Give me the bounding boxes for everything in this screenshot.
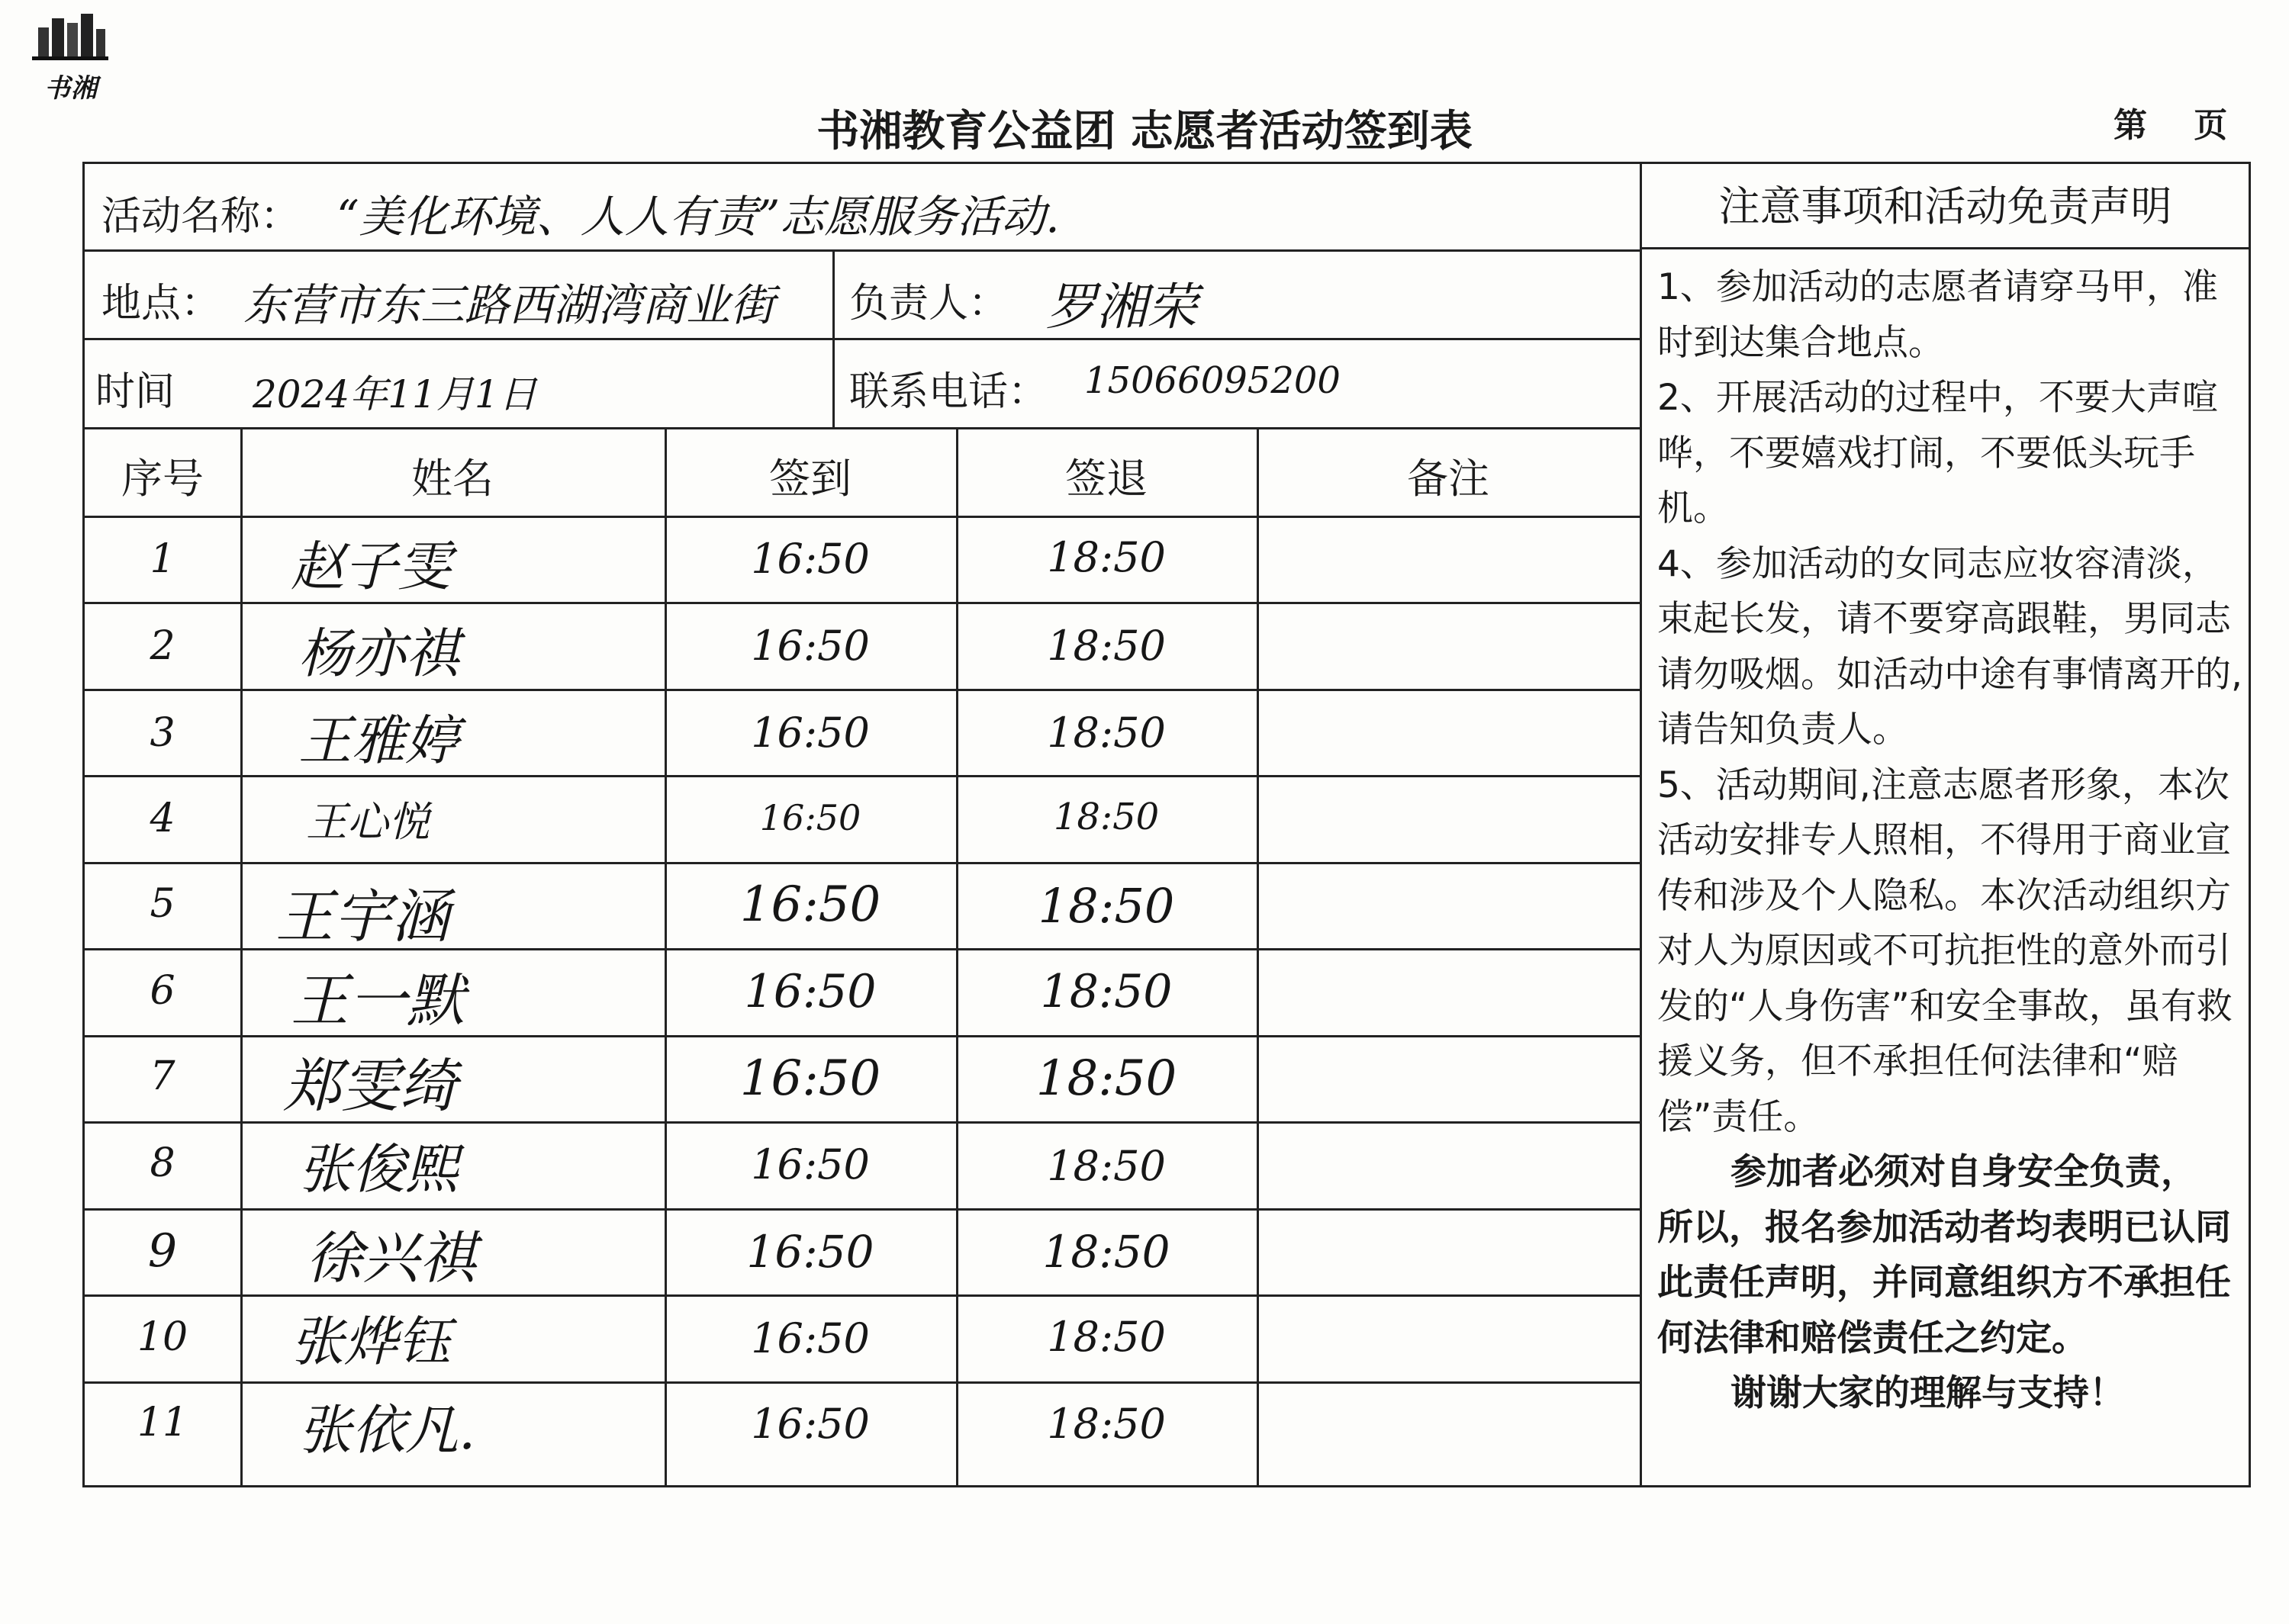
time-label: 时间 [95, 369, 175, 415]
column-header-name: 姓名 [411, 455, 494, 503]
manager-label: 负责人： [849, 281, 1009, 326]
notice-thanks: 谢谢大家的理解与支持！ [1730, 1372, 2125, 1414]
time-value: 2024年11月1日 [253, 372, 537, 416]
table-row-sign-in: 16:50 [751, 1140, 870, 1188]
building-icon [32, 14, 108, 61]
table-row-number: 6 [150, 968, 175, 1014]
table-row-name: 杨亦祺 [298, 622, 459, 685]
table-row-sign-out: 18:50 [1047, 533, 1166, 581]
table-row-number: 4 [150, 796, 175, 841]
table-row-sign-out: 18:50 [1042, 1226, 1170, 1278]
phone-label: 联系电话： [849, 369, 1048, 415]
table-row-sign-in: 16:50 [751, 709, 870, 757]
activity-name-label: 活动名称： [101, 194, 301, 240]
logo-text: 书湘 [44, 73, 98, 104]
notice-bold-line: 参加者必须对自身安全负责， [1730, 1151, 2197, 1193]
table-row-sign-in: 16:50 [759, 797, 861, 838]
table-row-sign-in: 16:50 [751, 622, 870, 670]
table-row-sign-out: 18:50 [1047, 622, 1166, 670]
table-row-name: 赵子雯 [291, 535, 451, 598]
table-row-name: 张烨钰 [291, 1310, 451, 1373]
table-row-name: 王一默 [291, 966, 465, 1034]
location-value: 东营市东三路西湖湾商业街 [243, 279, 775, 331]
table-row-sign-out: 18:50 [1053, 796, 1160, 838]
table-row-sign-in: 16:50 [739, 876, 881, 933]
table-row-number: 1 [150, 536, 175, 582]
column-header-sign-out: 签退 [1065, 455, 1148, 503]
logo [21, 14, 121, 104]
table-row-sign-out: 18:50 [1047, 1313, 1166, 1361]
table-row-sign-in: 16:50 [751, 1400, 870, 1448]
table-row-sign-in: 16:50 [751, 1314, 870, 1362]
notice-item-4: 4、参加活动的女同志应妆容清淡，束起长发，请不要穿高跟鞋，男同志请勿吸烟。如活动中途有事情离开的,请告知负责人。 [1657, 542, 2242, 751]
column-header-remarks: 备注 [1407, 455, 1489, 503]
table-row-number: 9 [147, 1224, 178, 1278]
table-row-name: 张依凡. [298, 1399, 476, 1462]
table-row-sign-out: 18:50 [1040, 965, 1173, 1018]
table-row-name: 徐兴祺 [306, 1226, 475, 1291]
table-row-number: 3 [150, 710, 175, 756]
table-row-name: 郑雯绮 [283, 1052, 457, 1120]
table-row-number: 8 [150, 1140, 175, 1186]
table-row-sign-in: 16:50 [751, 535, 870, 583]
table-row-sign-out: 18:50 [1038, 878, 1175, 934]
table-row-sign-out: 18:50 [1035, 1050, 1177, 1107]
disclaimer-panel [1642, 162, 2251, 1487]
notice-bold-statement: 所以，报名参加活动者均表明已认同此责任声明，并同意组织方不承担任何法律和赔偿责任之约定。 [1657, 1206, 2231, 1359]
table-row-sign-out: 18:50 [1047, 709, 1166, 757]
table-row-name: 张俊熙 [298, 1138, 459, 1201]
table-row-sign-in: 16:50 [739, 1050, 881, 1107]
column-header-number: 序号 [121, 455, 204, 503]
notice-item-5: 5、活动期间,注意志愿者形象，本次活动安排专人照相，不得用于商业宣传和涉及个人隐私。本次活动组织方对人为原因或不可抗拒性的意外而引发的“人身伤害”和安全事故，虽有救援义务，但不承担任何法律和“赔偿”责任。 [1657, 764, 2233, 1138]
disclaimer-body [1657, 260, 2245, 1422]
page-number-label: 第 页 [2114, 106, 2228, 145]
location-label: 地点： [101, 281, 221, 326]
table-row-sign-in: 16:50 [744, 965, 877, 1018]
table-row-name: 王宇涵 [275, 883, 449, 950]
table-row-name: 王心悦 [306, 798, 430, 846]
notice-item-1: 1、参加活动的志愿者请穿马甲，准时到达集合地点。 [1657, 266, 2218, 364]
phone-value: 15066095200 [1084, 359, 1341, 402]
column-header-sign-in: 签到 [769, 455, 852, 503]
table-row-number: 7 [150, 1053, 175, 1099]
activity-name-value: “美化环境、人人有责”志愿服务活动. [336, 191, 1060, 243]
table-row-number: 11 [137, 1400, 188, 1446]
disclaimer-title: 注意事项和活动免责声明 [1642, 164, 2249, 249]
table-row-number: 10 [137, 1314, 188, 1360]
sign-in-table [82, 162, 1642, 1487]
notice-item-2: 2、开展活动的过程中，不要大声喧哗，不要嬉戏打闹，不要低头玩手机。 [1657, 377, 2218, 529]
manager-value: 罗湘荣 [1046, 278, 1197, 336]
table-row-number: 2 [150, 623, 175, 669]
table-row-name: 王雅婷 [298, 709, 459, 772]
table-row-sign-out: 18:50 [1047, 1400, 1166, 1448]
table-row-sign-out: 18:50 [1047, 1142, 1166, 1190]
table-row-sign-in: 16:50 [746, 1226, 874, 1278]
page-title: 书湘教育公益团 志愿者活动签到表 [816, 107, 1473, 156]
table-row-number: 5 [150, 881, 175, 927]
